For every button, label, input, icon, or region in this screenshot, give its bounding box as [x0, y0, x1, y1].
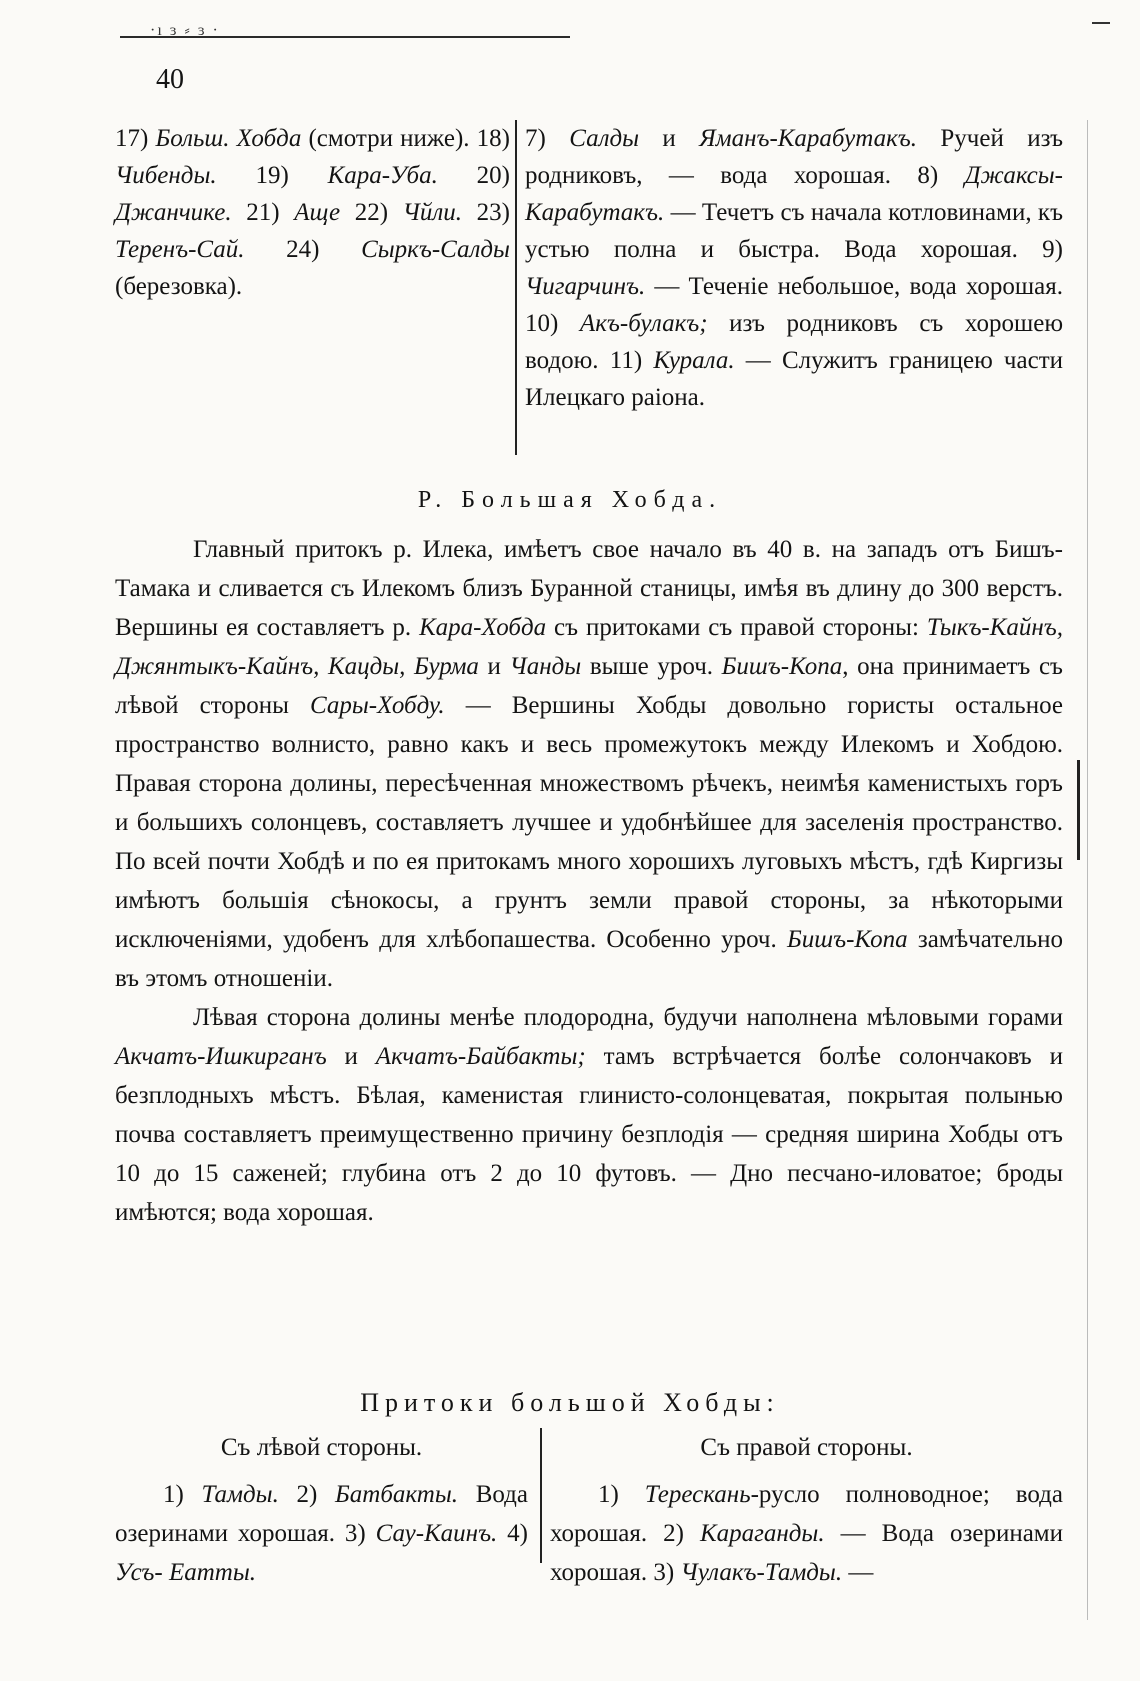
top-columns: [115, 120, 1063, 460]
text-run: , она принимаетъ съ лѣвой стороны: [115, 653, 1063, 719]
river-name: Больш. Хобда: [155, 125, 302, 152]
text-run: тамъ встрѣчается болѣе солончаковъ и безплодныхъ мѣстъ. Бѣлая, каменистая глинисто-солонцеватая, покрытая полынью почва составляетъ преимущественно причину безплодія — средняя ширина Хобды отъ 10 до 15 саженей; глубина отъ 2 до 10 футовъ. — Дно песчано-иловатое; броды имѣются; вода хорошая.: [115, 1043, 1063, 1226]
paragraph: [115, 530, 1063, 998]
text-run: 7): [525, 125, 570, 152]
text-run: Лѣвая сторона долины менѣе плодородна, будучи наполнена мѣловыми горами: [193, 1004, 1063, 1031]
river-name: Усъ- Eатты.: [115, 1559, 257, 1586]
text-run: Ручей изъ родниковъ, — вода хорошая. 8): [525, 125, 1063, 189]
text-run: — Течетъ съ начала котловинами, къ устью полна и быстра. Вода хорошая. 9): [525, 199, 1063, 263]
place-name: Сары-Хобду.: [309, 692, 445, 719]
text-run: и: [478, 653, 510, 680]
text-run: — Вершины Хобды довольно гористы остальное пространство волнисто, равно какъ и весь промежутокъ между Илекомъ и Хобдою. Правая сторона долины, пересѣченная множествомъ рѣчекъ, неимѣя каменистыхъ горъ и большихъ солонцевъ, составляетъ лучшее и удобнѣйшее для заселенія пространство. По всей почти Хобдѣ и по ея притокамъ много хорошихъ луговыхъ мѣстъ, гдѣ Киргизы имѣютъ большія сѣнокосы, а грунтъ земли правой стороны, за нѣкоторыми исключеніями, удобенъ для хлѣбопашества. Особенно уроч.: [115, 692, 1063, 953]
top-left-column: [115, 120, 510, 305]
text-run: — Служитъ границею части Илецкаго раіона.: [525, 347, 1063, 411]
place-name: Кара-Хобда: [419, 614, 547, 641]
text-run: 17): [115, 125, 156, 152]
text-run: (березовка).: [115, 273, 243, 300]
tributary-list: [550, 1475, 1063, 1592]
river-name: Тамды.: [201, 1481, 279, 1508]
right-bank-column: [550, 1428, 1063, 1592]
river-name: Чибенды.: [115, 162, 217, 189]
river-name: Салды: [569, 125, 640, 152]
text-run: (смотри ниже). 18): [301, 125, 510, 152]
river-name: Чйли.: [402, 199, 463, 226]
text-run: — Вода озеринами хорошая. 3): [550, 1520, 1064, 1586]
edge-tick: [1092, 22, 1110, 24]
top-right-column: [525, 120, 1063, 416]
river-name: Курала.: [653, 347, 735, 374]
place-name: Бишъ-Копа: [721, 653, 843, 680]
text-run: 2): [278, 1481, 336, 1508]
header-mark: ·ı ɜ ⸗ ɜ ·: [150, 22, 220, 39]
text-run: замѣчательно въ этомъ отношеніи.: [115, 926, 1063, 992]
tributary-list: [115, 1475, 528, 1592]
river-name: Яманъ-Карабутакъ.: [699, 125, 918, 152]
river-name: Терескань: [644, 1481, 751, 1508]
page-number: 40: [156, 64, 184, 95]
text-run: съ притоками съ правой стороны:: [546, 614, 927, 641]
river-name: Джанчике.: [115, 199, 232, 226]
text-run: 20): [437, 162, 511, 189]
river-name: Акъ-булакъ;: [579, 310, 708, 337]
tributaries-columns: [115, 1428, 1064, 1586]
body-text: [115, 530, 1063, 1232]
river-name: Батбакты.: [335, 1481, 459, 1508]
text-run: 21): [231, 199, 295, 226]
text-run: изъ родниковъ съ хорошею водою. 11): [525, 310, 1064, 374]
text-run: выше уроч.: [581, 653, 722, 680]
place-name: Акчатъ-Байбакты;: [375, 1043, 586, 1070]
river-name: Караганды.: [700, 1520, 825, 1547]
river-name: Сыркъ-Салды: [361, 236, 510, 263]
text-run: 1): [163, 1481, 202, 1508]
section-heading: Р. Большая Хобда.: [417, 487, 723, 513]
text-run: 23): [462, 199, 511, 226]
river-name: Кара-Уба.: [327, 162, 438, 189]
text-run: -русло полноводное; вода хорошая. 2): [550, 1481, 1064, 1547]
text-run: 19): [216, 162, 328, 189]
river-name: Чигарчинъ.: [525, 273, 646, 300]
left-bank-heading: Съ лѣвой стороны.: [220, 1434, 423, 1461]
page-edge-bar: [1077, 760, 1080, 860]
text-run: —: [842, 1559, 874, 1586]
paragraph: [115, 998, 1063, 1232]
left-bank-column: [115, 1428, 528, 1592]
river-name: Чулакъ-Тамды.: [680, 1559, 843, 1586]
right-bank-heading: Съ правой стороны.: [700, 1434, 913, 1461]
text-run: Вода озеринами хорошая. 3): [115, 1481, 528, 1547]
place-name: Акчатъ-Ишкирганъ: [115, 1043, 327, 1070]
river-name: Джаксы-Карабутакъ.: [525, 162, 1063, 226]
text-run: и: [326, 1043, 376, 1070]
tributaries-heading: Притоки большой Хобды:: [360, 1388, 780, 1417]
text-run: 1): [598, 1481, 645, 1508]
text-run: — Теченіе небольшое, вода хорошая. 10): [525, 273, 1063, 337]
text-run: 22): [340, 199, 403, 226]
text-run: 24): [244, 236, 362, 263]
column-divider: [540, 1428, 542, 1563]
column-divider: [515, 120, 517, 455]
place-name: Бишъ-Копа: [787, 926, 908, 953]
river-name: Теренъ-Сай.: [115, 236, 245, 263]
text-run: Главный притокъ р. Илека, имѣетъ свое начало въ 40 в. на западъ отъ Бишъ-Тамака и сливается съ Илекомъ близъ Буранной станицы, имѣя въ длину до 300 верстъ. Вершины ея составляетъ р.: [115, 536, 1063, 641]
text-run: 4): [497, 1520, 528, 1547]
river-name: Сау-Каинъ.: [375, 1520, 498, 1547]
place-name: Тыкъ-Кайнъ, Джянтыкъ-Кайнъ, Кацды, Бурма: [115, 614, 1063, 680]
place-name: Чанды: [509, 653, 582, 680]
river-name: Аще: [294, 199, 341, 226]
text-run: и: [639, 125, 700, 152]
